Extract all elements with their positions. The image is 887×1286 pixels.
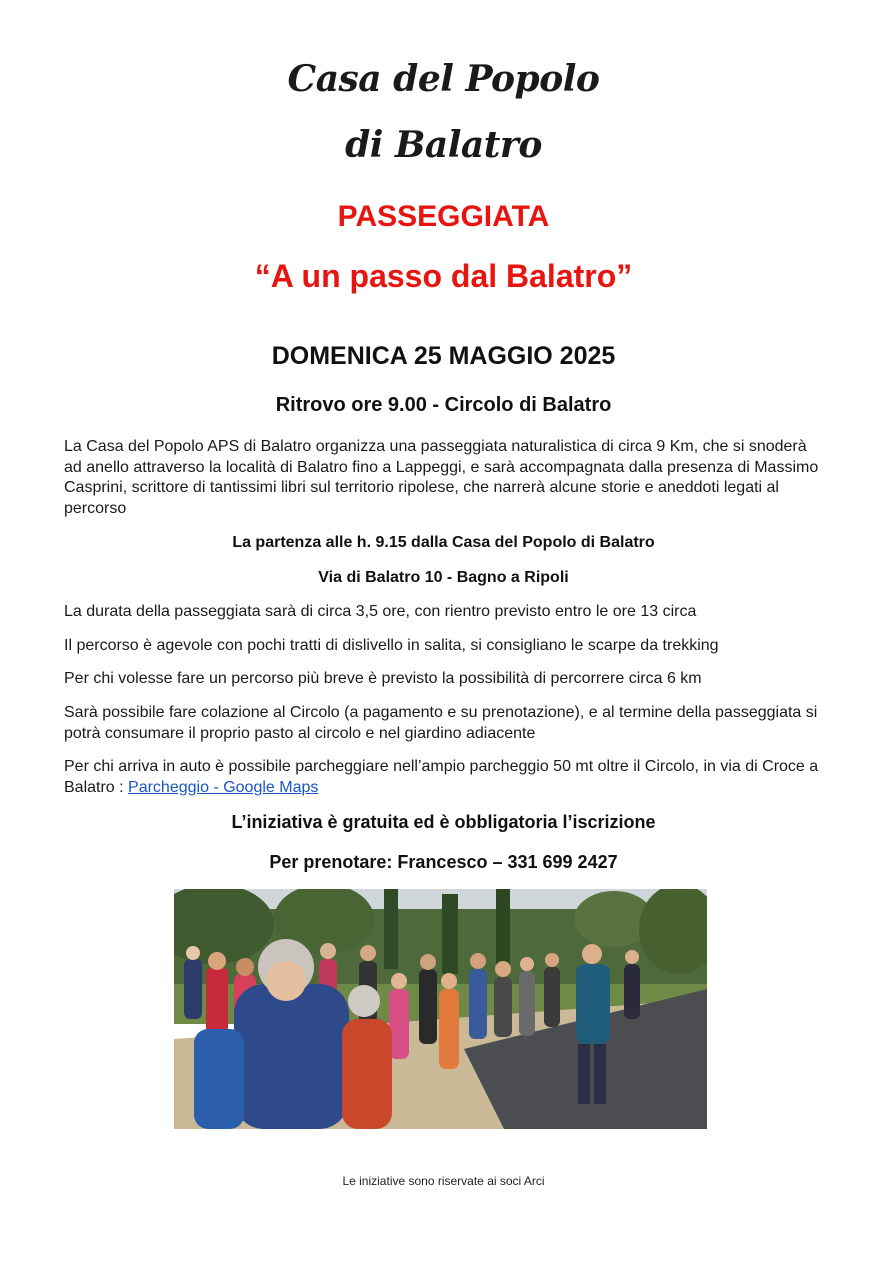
logo-text-2: di Balatro [345,124,542,166]
parking-map-link[interactable]: Parcheggio - Google Maps [128,778,319,796]
registration-notice: L’iniziativa è gratuita ed è obbligatoria l’iscrizione [231,812,656,832]
parking-text: Per chi arriva in auto è possibile parcheggiare nell’ampio parcheggio 50 mt oltre il Circolo, in via di Croce a Balatro : [64,758,819,796]
event-type: PASSEGGIATA [337,200,550,233]
event-title: “A un passo dal Balatro” [254,258,633,294]
food-paragraph: Sarà possibile fare colazione al Circolo (a pagamento e su prenotazione), e al termine della passeggiata si potrà consumare il proprio pasto al circolo e nel giardino adiacente [64,704,818,742]
registration-contact: Per prenotare: Francesco – 331 699 2427 [269,852,618,872]
logo-text-1: Casa del Popolo [287,58,600,100]
short-route-paragraph: Per chi volesse fare un percorso più breve è previsto la possibilità di percorrere circa 6 km [64,670,702,687]
footer-note: Le iniziative sono riservate ai soci Arci [342,1174,545,1188]
departure-address: Via di Balatro 10 - Bagno a Ripoli [318,569,569,586]
description-paragraph: La Casa del Popolo APS di Balatro organizza una passeggiata naturalistica di circa 9 Km, che si snoderà ad anello attraverso la località di Balatro fino a Lappeggi, e sarà accompagnata dalla presenza di Massimo Casprini, scrittore di tantissimi libri sul territorio ripolese, che narrerà alcune storie e aneddoti legati al percorso [64,438,819,517]
hikers-group-photo [174,889,707,1129]
departure-line-1: La partenza alle h. 9.15 dalla Casa del Popolo di Balatro [232,534,655,551]
meeting-info: Ritrovo ore 9.00 - Circolo di Balatro [275,394,612,416]
event-date: DOMENICA 25 MAGGIO 2025 [271,342,616,370]
logo-line-1 [0,58,887,100]
logo-line-2 [0,124,887,166]
route-paragraph: Il percorso è agevole con pochi tratti di dislivello in salita, si consigliano le scarpe da trekking [64,637,719,654]
parking-paragraph [64,757,824,798]
duration-paragraph: La durata della passeggiata sarà di circa 3,5 ore, con rientro previsto entro le ore 13 circa [64,603,697,620]
